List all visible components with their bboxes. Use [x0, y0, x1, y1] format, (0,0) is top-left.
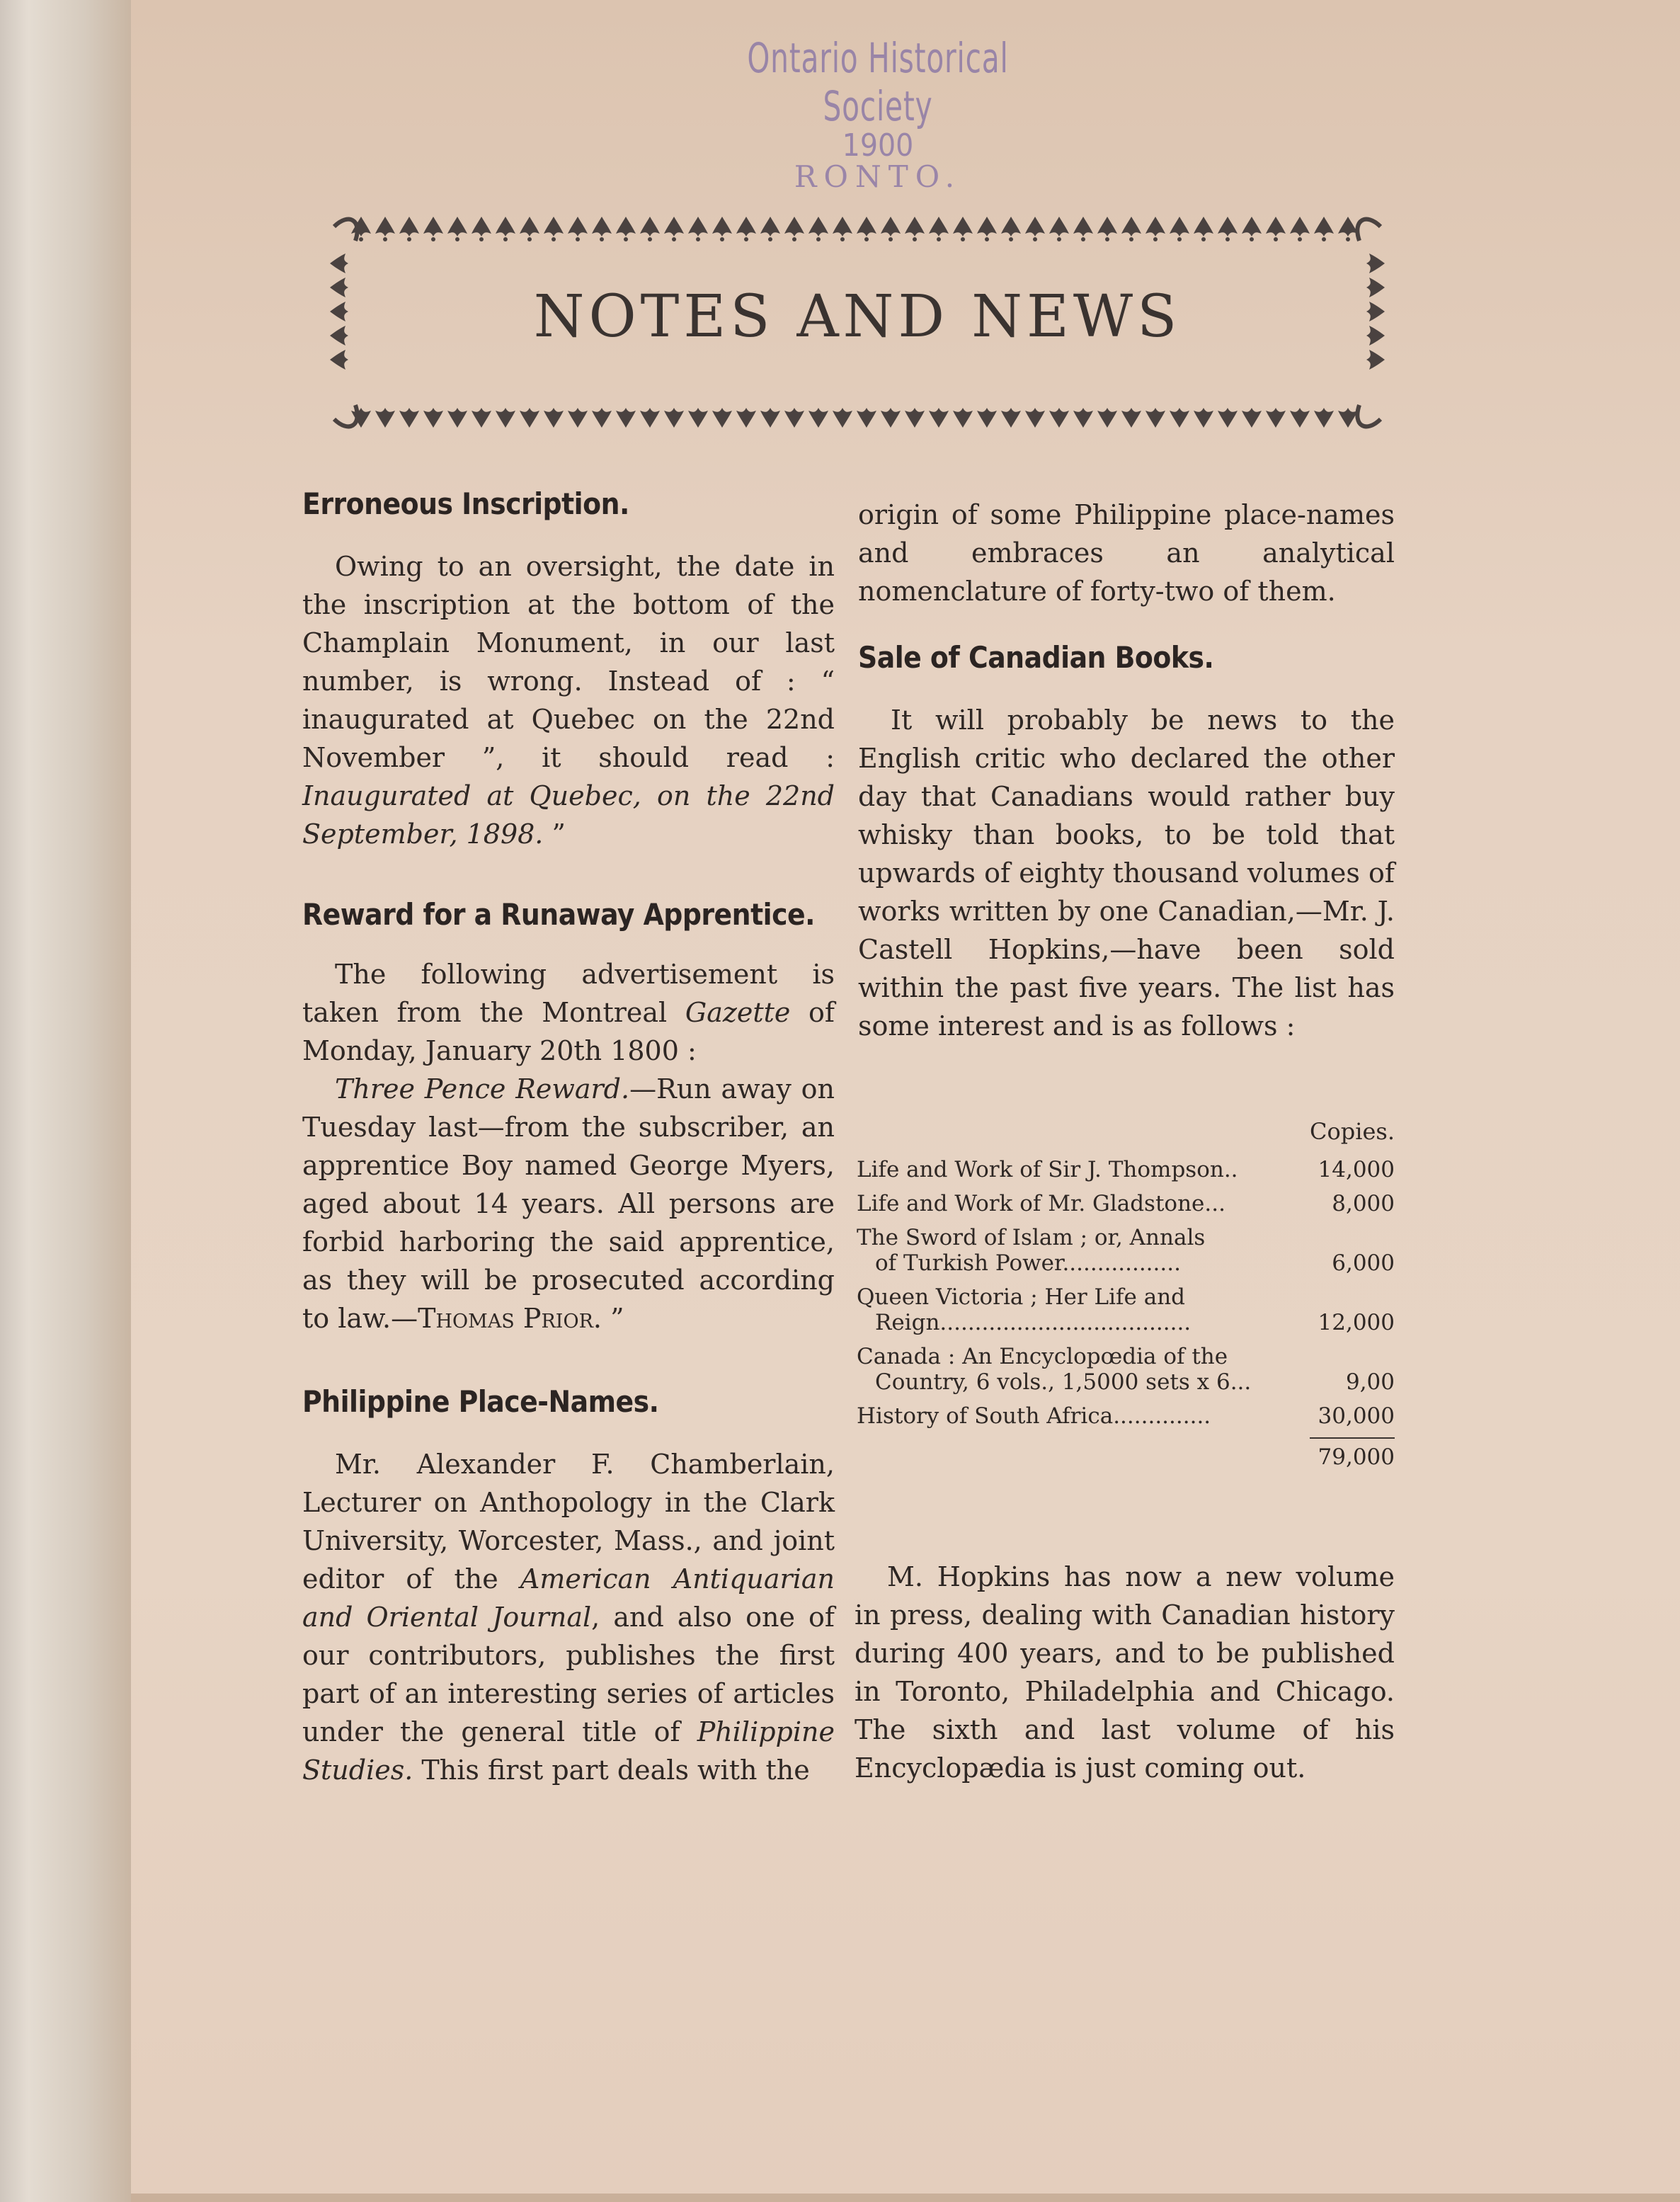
row-title-continuation: Country, 6 vols., 1,5000 sets x 6... — [875, 1369, 1252, 1395]
italic-run: Inaugurated at Quebec, on the 22nd September, 1898. — [302, 780, 835, 850]
italic-run: Gazette — [685, 997, 791, 1028]
books-table — [857, 1119, 1395, 1470]
table-row — [857, 1284, 1395, 1335]
row-title — [857, 1157, 1310, 1182]
row-title — [857, 1403, 1310, 1429]
stamp-line-3: RONTO. — [794, 159, 962, 194]
paragraph-advertisement — [302, 1070, 835, 1337]
row-title-continuation: of Turkish Power................. — [875, 1250, 1181, 1276]
text-run: ” — [543, 818, 566, 850]
total-rule — [1310, 1437, 1395, 1439]
italic-run: American Antiquarian and Oriental Journal — [302, 1563, 835, 1633]
paragraph-philippine — [302, 1445, 835, 1789]
text-run: of Monday, January 20th 1800 : — [302, 997, 835, 1066]
library-stamp — [637, 34, 1119, 194]
italic-run: Philippine Studies. — [302, 1716, 835, 1786]
row-copies: 12,000 — [1318, 1310, 1395, 1335]
paragraph-sale-intro: It will probably be news to the English critic who declared the other day that Canadians would rather buy whisky than books, to be told that upwards of eighty thousand volumes of works written by one Canadian,—Mr. J. Castell Hopkins,—have been sold within the past five years. The list has some interest and is as follows : — [858, 704, 1395, 1042]
page-title: NOTES AND NEWS — [533, 283, 1182, 350]
row-title — [857, 1284, 1310, 1335]
row-title-line: Life and Work of Sir J. Thompson.. — [857, 1157, 1238, 1182]
table-row — [857, 1191, 1395, 1216]
text-run: This first part deals with the — [413, 1755, 810, 1786]
text-run: The following advertisement is taken from the Montreal — [302, 959, 835, 1028]
small-caps-run: Thomas Prior. — [418, 1303, 602, 1334]
row-title-line: Canada : An Encyclopœdia of the — [857, 1344, 1228, 1369]
table-row — [857, 1403, 1395, 1429]
stamp-line-2: 1900 — [842, 127, 914, 164]
row-title-continuation: Reign.................................... — [875, 1310, 1192, 1335]
row-title-line: Life and Work of Mr. Gladstone... — [857, 1191, 1225, 1216]
paragraph-new-volume: M. Hopkins has now a new volume in press, dealing with Canadian history during 400 years, and to be published in Toronto, Philadelphia and Chicago. The sixth and last volume of his Encyclopædia is just coming out. — [855, 1561, 1395, 1784]
row-title — [857, 1191, 1310, 1216]
table-row — [857, 1157, 1395, 1182]
row-copies: 9,00 — [1345, 1369, 1395, 1395]
right-column-bottom — [855, 1558, 1395, 1787]
page-edge — [131, 2194, 1680, 2202]
heading-sale-canadian-books: Sale of Canadian Books. — [858, 640, 1214, 675]
paragraph-erroneous-inscription — [302, 547, 835, 853]
heading-philippine-place-names: Philippine Place-Names. — [302, 1384, 659, 1419]
row-copies: 6,000 — [1332, 1250, 1395, 1276]
paragraph-advertisement-intro — [302, 955, 835, 1070]
stamp-line-1: Ontario Historical Society — [747, 34, 1009, 130]
row-title-line: History of South Africa.............. — [857, 1403, 1211, 1429]
text-run: , and also one of our contributors, publishes the first part of an interesting series of articles under the general title of — [302, 1602, 835, 1747]
right-column — [858, 496, 1395, 1045]
text-run: —Run away on Tuesday last—from the subscriber, an apprentice Boy named George Myers, aged about 14 years. All persons are forbid harboring the said apprentice, as they will be prosecuted according to law.— — [302, 1073, 835, 1334]
row-title — [857, 1225, 1310, 1276]
row-title — [857, 1344, 1310, 1395]
row-title-line: Queen Victoria ; Her Life and — [857, 1284, 1186, 1310]
left-column — [302, 485, 835, 1789]
row-title-line: The Sword of Islam ; or, Annals — [857, 1225, 1206, 1250]
heading-erroneous-inscription: Erroneous Inscription. — [302, 486, 629, 521]
text-run: ” — [602, 1303, 624, 1334]
italic-run: Three Pence Reward. — [335, 1073, 630, 1105]
row-copies: 30,000 — [1318, 1403, 1395, 1429]
table-row — [857, 1344, 1395, 1395]
heading-runaway-apprentice: Reward for a Runaway Apprentice. — [302, 897, 815, 932]
row-copies: 8,000 — [1332, 1191, 1395, 1216]
text-run: Mr. Alexander F. Chamberlain, Lecturer on Anthopology in the Clark University, Worcester, Mass., and joint editor of the — [302, 1449, 835, 1595]
text-run: Owing to an oversight, the date in the inscription at the bottom of the Champlain Monument, in our last number, is wrong. Instead of : “ inaugurated at Quebec on the 22nd November ”, it should read : — [302, 551, 835, 773]
paragraph-philippine-continued: origin of some Philippine place-names and embraces an analytical nomenclature of forty-two of them. — [858, 499, 1395, 607]
table-row — [857, 1225, 1395, 1276]
book-binding — [0, 0, 131, 2202]
table-total: 79,000 — [1318, 1444, 1395, 1470]
row-copies: 14,000 — [1318, 1157, 1395, 1182]
table-header-copies: Copies. — [1310, 1118, 1395, 1145]
